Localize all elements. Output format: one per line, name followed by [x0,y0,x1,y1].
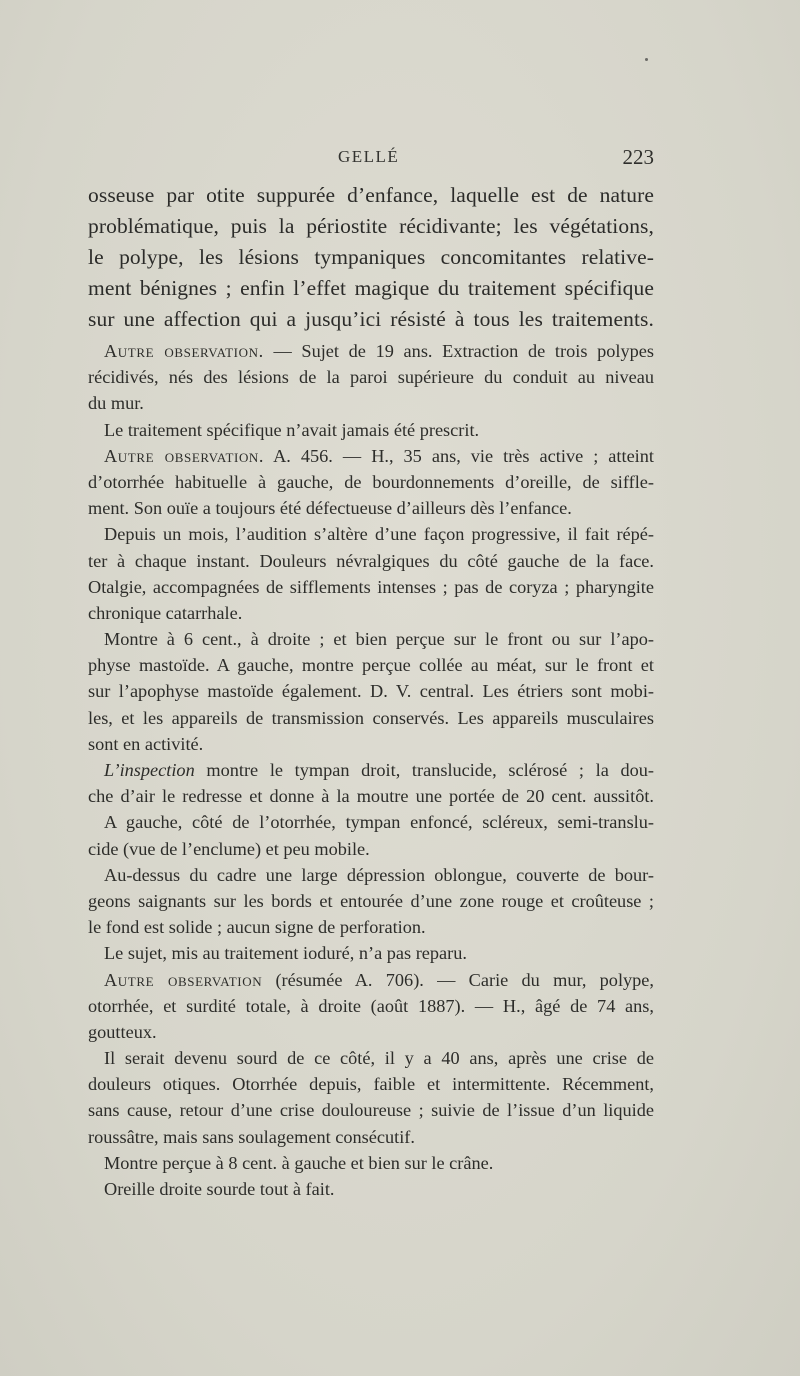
text-line: d’otorrhée habituelle à gauche, de bourdonnements d’oreille, de siffle- [88,471,654,492]
text-line: sans cause, retour d’une crise douloureuse ; suivie de l’issue d’un liquide [88,1100,654,1121]
running-head: GELLÉ [338,147,400,166]
text-line: cide (vue de l’enclume) et peu mobile. [88,838,370,859]
text-line: che d’air le redresse et donne à la moutre une portée de 20 cent. aussitôt. [88,786,654,807]
text-line: du mur. [88,393,144,414]
text-line: ment. Son ouïe a toujours été défectueuse d’ailleurs dès l’enfance. [88,498,572,519]
text-line: roussâtre, mais sans soulagement consécutif. [88,1126,415,1147]
ink-speck [645,58,648,61]
italic-term: L’inspection [104,760,195,780]
text-line [88,757,654,783]
text-run: A. 456. — H., 35 ans, vie très active ; atteint [264,445,654,466]
text-line: le polype, les lésions tympaniques concomitantes relative- [88,245,654,269]
page-number: 223 [622,145,654,169]
text-line: goutteux. [88,1021,157,1042]
text-line: les, et les appareils de transmission conservés. Les appareils musculaires [88,707,654,728]
text-line: Il serait devenu sourd de ce côté, il y a 40 ans, après une crise de [104,1048,654,1069]
text-line: Le traitement spécifique n’avait jamais été prescrit. [104,419,480,440]
text-line: sur l’apophyse mastoïde également. D. V. central. Les étriers sont mobi- [88,681,654,702]
text-line: récidivés, nés des lésions de la paroi supérieure du conduit au niveau [88,367,654,388]
text-line: Depuis un mois, l’audition s’altère d’une façon progressive, il fait répé- [104,524,654,545]
text-line: Au-dessus du cadre une large dépression oblongue, couverte de bour- [104,864,654,885]
text-run: (résumée A. 706). — Carie du mur, polype, [262,969,654,990]
observation-heading: Autre observation. [104,341,264,361]
text-line: Le sujet, mis au traitement ioduré, n’a pas reparu. [104,943,467,964]
text-line: sur une affection qui a jusqu’ici résisté à tous les traitements. [88,307,654,331]
text-run: montre le tympan droit, translucide, sclérosé ; la dou- [194,760,654,780]
text-line: ment bénignes ; enfin l’effet magique du traitement spécifique [88,276,654,300]
text-line: Oreille droite sourde tout à fait. [104,1179,335,1199]
text-line: osseuse par otite suppurée d’enfance, laquelle est de nature [88,183,654,207]
observation-heading: Autre observation [104,969,263,990]
text-line: chronique catarrhale. [88,602,243,623]
text-line: Montre à 6 cent., à droite ; et bien perçue sur le front ou sur l’apo- [104,629,654,650]
text-line: geons saignants sur les bords et entourée d’une zone rouge et croûteuse ; [88,890,654,911]
text-line [88,443,654,469]
text-line: le fond est solide ; aucun signe de perforation. [88,917,426,938]
text-line: Otalgie, accompagnées de sifflements intenses ; pas de coryza ; pharyngite [88,576,654,597]
text-line [88,338,654,364]
lead-paragraph [88,180,654,335]
observation-heading: Autre observation. [104,445,265,466]
text-line: otorrhée, et surdité totale, à droite (août 1887). — H., âgé de 74 ans, [88,995,654,1016]
text-line: ter à chaque instant. Douleurs névralgiques du côté gauche de la face. [88,550,654,571]
text-line [88,967,654,993]
text-line: sont en activité. [88,733,204,754]
page-header [88,145,654,171]
text-line: A gauche, côté de l’otorrhée, tympan enfoncé, scléreux, semi-translu- [104,812,654,833]
text-line: Montre perçue à 8 cent. à gauche et bien sur le crâne. [104,1152,494,1173]
observations-text [88,338,654,1202]
text-line: problématique, puis la périostite récidivante; les végétations, [88,214,654,238]
text-run: — Sujet de 19 ans. Extraction de trois polypes [263,341,654,361]
text-line: physe mastoïde. A gauche, montre perçue collée au méat, sur le front et [88,655,654,676]
text-line: douleurs otiques. Otorrhée depuis, faible et intermittente. Récemment, [88,1074,654,1095]
